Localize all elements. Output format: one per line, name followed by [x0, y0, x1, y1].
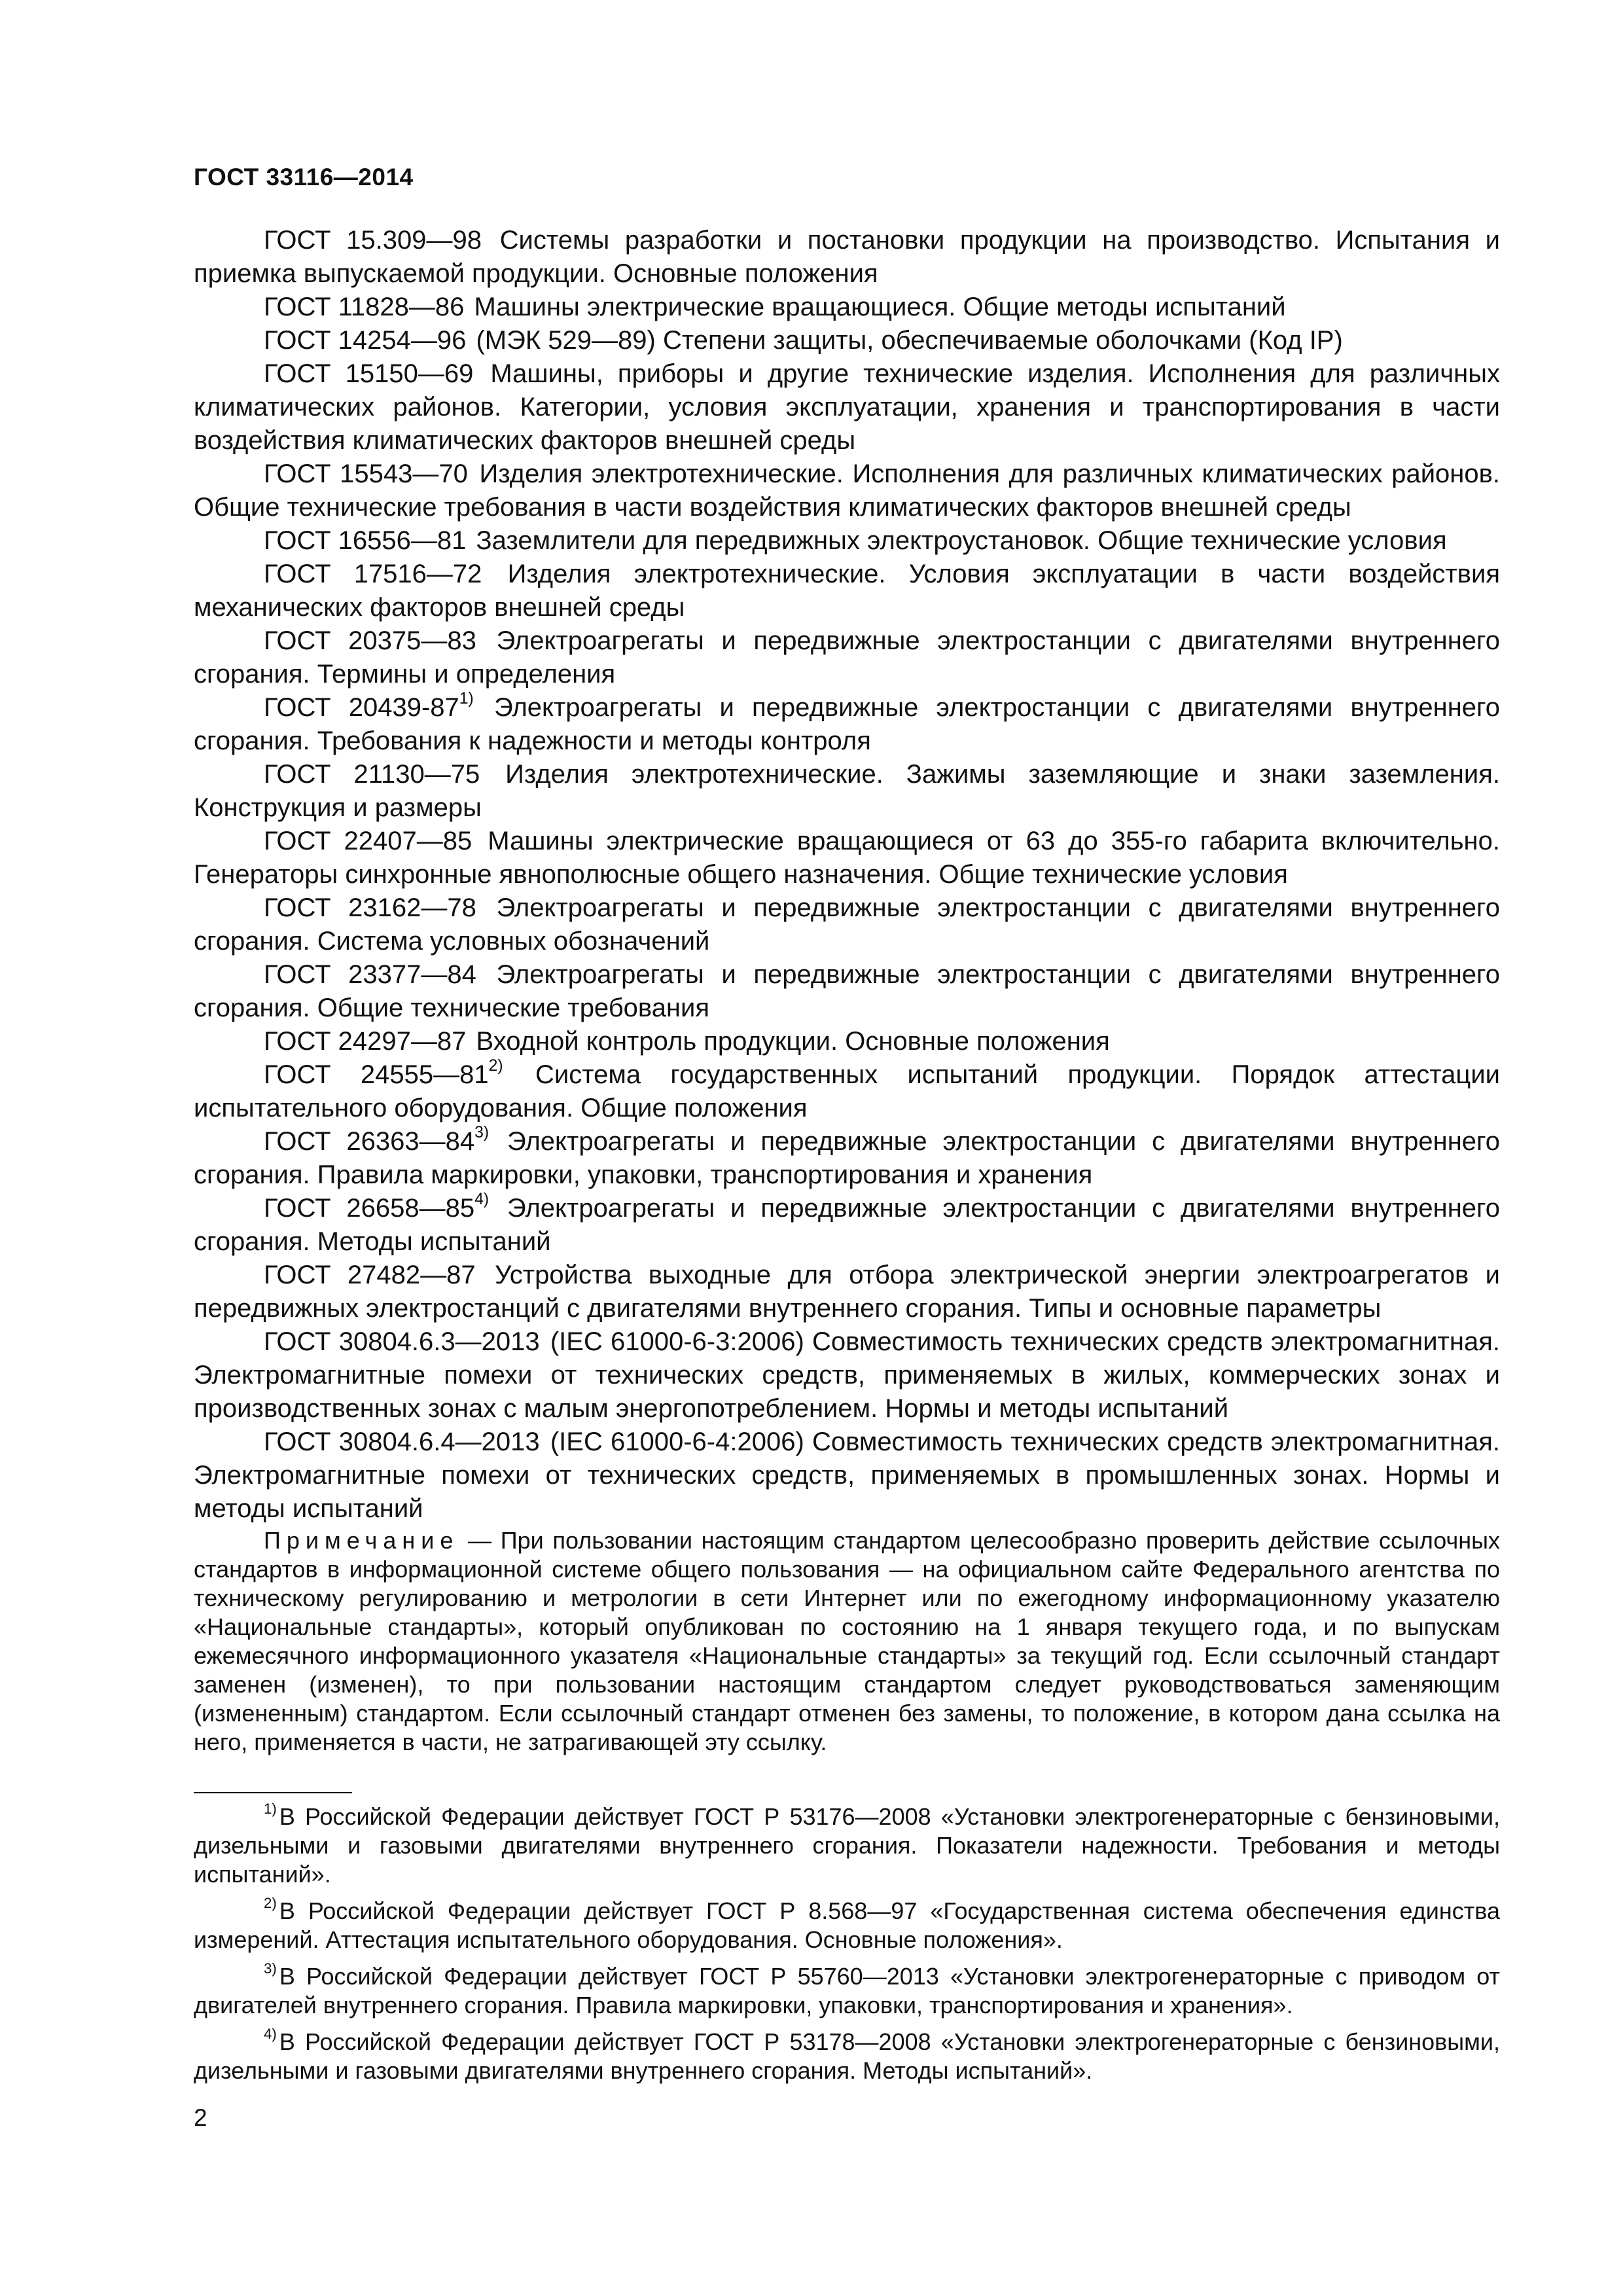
reference-title: Электроагрегаты и передвижные электростанции с двигателями внутреннего сгорания. Правила маркировки, упаковки, транспортирования и хранения: [194, 1127, 1500, 1189]
reference-item: [194, 1025, 1500, 1058]
footnote-mark: 2): [488, 1057, 503, 1075]
normative-references: [194, 224, 1500, 1526]
reference-code: ГОСТ 15.309—98: [264, 226, 482, 255]
reference-code: ГОСТ 14254—96: [264, 326, 467, 355]
footnote-mark: 4): [264, 2026, 277, 2043]
reference-item: [194, 1192, 1500, 1259]
reference-title: Изделия электротехнические. Условия эксплуатации в части воздействия механических факторов внешней среды: [194, 560, 1500, 622]
reference-code: ГОСТ 30804.6.3—2013: [264, 1327, 540, 1356]
reference-code: ГОСТ 27482—87: [264, 1261, 476, 1289]
reference-code: ГОСТ 23162—78: [264, 893, 476, 922]
reference-title: Электроагрегаты и передвижные электростанции с двигателями внутреннего сгорания. Термины и определения: [194, 626, 1500, 689]
footnote-mark: 4): [474, 1191, 490, 1209]
footnote-item: [194, 1803, 1500, 1889]
footnote-item: [194, 1962, 1500, 2020]
reference-item: [194, 891, 1500, 958]
reference-item: [194, 624, 1500, 691]
reference-item: [194, 524, 1500, 558]
reference-code: ГОСТ 20375—83: [264, 626, 476, 655]
reference-item: [194, 1426, 1500, 1526]
reference-title: Электроагрегаты и передвижные электростанции с двигателями внутреннего сгорания. Общие технические требования: [194, 960, 1500, 1022]
footnote-item: [194, 1897, 1500, 1954]
note-text: — При пользовании настоящим стандартом целесообразно проверить действие ссылочных стандартов в информационной системе общего пользования — на официальном сайте Федерального агентства по техническому регулированию и метрологии в сети Интернет или по ежегодному информационному указателю «Национальные стандарты», который опубликован по состоянию на 1 января текущего года, и по выпускам ежемесячного информационного указателя «Национальные стандарты» за текущий год. Если ссылочный стандарт заменен (изменен), то при пользовании настоящим стандартом следует руководствоваться заменяющим (измененным) стандартом. Если ссылочный стандарт отменен без замены, то положение, в котором дана ссылка на него, применяется в части, не затрагивающей эту ссылку.: [194, 1527, 1500, 1755]
reference-code: ГОСТ 20439-87: [264, 693, 459, 722]
reference-item: [194, 558, 1500, 624]
reference-title: Входной контроль продукции. Основные положения: [469, 1027, 1110, 1056]
footnote-mark: 3): [264, 1960, 277, 1977]
footnote-separator: [194, 1792, 352, 1793]
footnote-text: В Российской Федерации действует ГОСТ Р 55760—2013 «Установки электрогенераторные с приводом от двигателей внутреннего сгорания. Правила маркировки, упаковки, транспортирования и хранения».: [194, 1963, 1500, 2018]
reference-item: [194, 324, 1500, 357]
reference-item: [194, 691, 1500, 758]
note-label: Примечание: [264, 1527, 459, 1554]
reference-code: ГОСТ 15543—70: [264, 459, 468, 488]
reference-code: ГОСТ 22407—85: [264, 827, 473, 855]
reference-title: Электроагрегаты и передвижные электростанции с двигателями внутреннего сгорания. Методы испытаний: [194, 1194, 1500, 1256]
document-header: ГОСТ 33116—2014: [194, 164, 414, 190]
note-paragraph: [194, 1526, 1500, 1757]
footnote-mark: 1): [264, 1801, 277, 1818]
reference-code: ГОСТ 23377—84: [264, 960, 476, 989]
reference-item: [194, 357, 1500, 457]
reference-code: ГОСТ 16556—81: [264, 526, 467, 555]
reference-code: ГОСТ 30804.6.4—2013: [264, 1427, 540, 1456]
reference-code: ГОСТ 15150—69: [264, 359, 474, 388]
footnote-mark: 1): [459, 690, 474, 708]
footnote-text: В Российской Федерации действует ГОСТ Р 8.568—97 «Государственная система обеспечения единства измерений. Аттестация испытательного оборудования. Основные положения».: [194, 1897, 1500, 1953]
reference-title: Машины электрические вращающиеся. Общие методы испытаний: [467, 293, 1286, 321]
reference-item: [194, 224, 1500, 291]
reference-title: Электроагрегаты и передвижные электростанции с двигателями внутреннего сгорания. Требования к надежности и методы контроля: [194, 693, 1500, 755]
reference-code: ГОСТ 17516—72: [264, 560, 482, 588]
page-number: 2: [194, 2104, 207, 2131]
reference-title: Заземлители для передвижных электроустановок. Общие технические условия: [469, 526, 1447, 555]
reference-title: Система государственных испытаний продукции. Порядок аттестации испытательного оборудования. Общие положения: [194, 1060, 1501, 1122]
reference-title: Изделия электротехнические. Зажимы заземляющие и знаки заземления. Конструкция и размеры: [194, 760, 1501, 822]
reference-title: Электроагрегаты и передвижные электростанции с двигателями внутреннего сгорания. Система условных обозначений: [194, 893, 1500, 956]
reference-item: [194, 1058, 1500, 1125]
reference-title: Машины электрические вращающиеся от 63 до 355-го габарита включительно. Генераторы синхронные явнополюсные общего назначения. Общие технические условия: [194, 827, 1501, 889]
reference-code: ГОСТ 21130—75: [264, 760, 480, 789]
footnote-text: В Российской Федерации действует ГОСТ Р 53176—2008 «Установки электрогенераторные с бензиновыми, дизельными и газовыми двигателями внутреннего сгорания. Показатели надежности. Требования и методы испытаний».: [194, 1803, 1500, 1888]
reference-code: ГОСТ 26363—84: [264, 1127, 475, 1156]
reference-title: Системы разработки и постановки продукции на производство. Испытания и приемка выпускаемой продукции. Основные положения: [194, 226, 1500, 288]
reference-title: (IEC 61000-6-4:2006) Совместимость технических средств электромагнитная. Электромагнитные помехи от технических средств, применяемых в промышленных зонах. Нормы и методы испытаний: [194, 1427, 1500, 1523]
reference-code: ГОСТ 26658—85: [264, 1194, 475, 1223]
reference-title: Устройства выходные для отбора электрической энергии электроагрегатов и передвижных электростанций с двигателями внутреннего сгорания. Типы и основные параметры: [194, 1261, 1500, 1323]
footnote-text: В Российской Федерации действует ГОСТ Р 53178—2008 «Установки электрогенераторные с бензиновыми, дизельными и газовыми двигателями внутреннего сгорания. Методы испытаний».: [194, 2028, 1500, 2084]
reference-code: ГОСТ 11828—86: [264, 293, 465, 321]
footnote-mark: 3): [474, 1124, 490, 1142]
footnotes: [194, 1803, 1500, 2093]
reference-code: ГОСТ 24297—87: [264, 1027, 467, 1056]
footnote-mark: 2): [264, 1895, 277, 1912]
reference-item: [194, 291, 1500, 324]
reference-title: Изделия электротехнические. Исполнения для различных климатических районов. Общие технические требования в части воздействия климатических факторов внешней среды: [194, 459, 1500, 522]
footnote-item: [194, 2028, 1500, 2085]
reference-title: (МЭК 529—89) Степени защиты, обеспечиваемые оболочками (Код IP): [469, 326, 1343, 355]
reference-item: [194, 1259, 1500, 1325]
reference-item: [194, 825, 1500, 891]
reference-item: [194, 958, 1500, 1025]
reference-item: [194, 457, 1500, 524]
reference-item: [194, 758, 1500, 825]
reference-title: (IEC 61000-6-3:2006) Совместимость технических средств электромагнитная. Электромагнитные помехи от технических средств, применяемых в жилых, коммерческих зонах и производственных зонах с малым энергопотреблением. Нормы и методы испытаний: [194, 1327, 1500, 1423]
reference-item: [194, 1125, 1500, 1192]
reference-code: ГОСТ 24555—81: [264, 1060, 489, 1089]
reference-item: [194, 1325, 1500, 1426]
reference-title: Машины, приборы и другие технические изделия. Исполнения для различных климатических районов. Категории, условия эксплуатации, хранения и транспортирования в части воздействия климатических факторов внешней среды: [194, 359, 1500, 455]
